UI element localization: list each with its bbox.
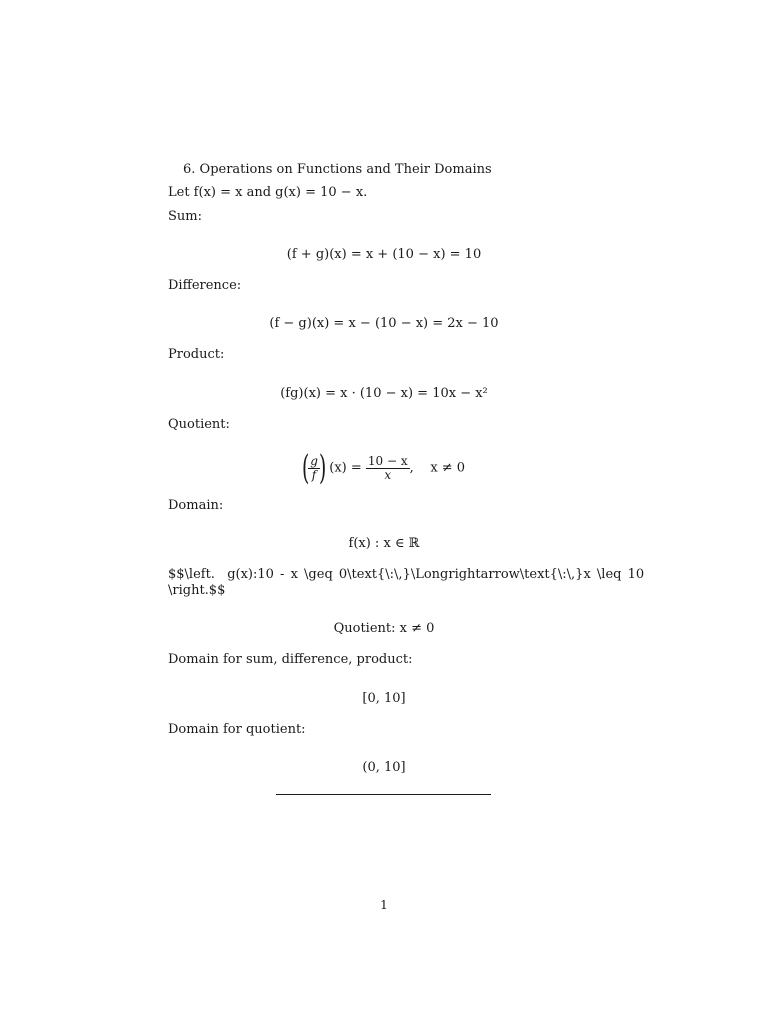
domain-f: f(x) : x ∈ ℝ bbox=[348, 536, 420, 551]
section-title: 6. Operations on Functions and Their Domains bbox=[183, 162, 492, 177]
domain-sdp-value: [0, 10] bbox=[362, 691, 406, 706]
left-paren: ( bbox=[301, 448, 310, 488]
fraction-numerator: g bbox=[310, 453, 318, 468]
rhs-numerator: 10 − x bbox=[367, 453, 408, 468]
page-number: 1 bbox=[380, 898, 388, 912]
quotient-equation bbox=[0, 448, 768, 488]
domain-label: Domain: bbox=[168, 498, 224, 513]
quotient-label: Quotient: bbox=[168, 417, 230, 432]
raw-latex-line-2: \right.$$ bbox=[168, 583, 226, 598]
fraction-denominator: f bbox=[311, 467, 317, 482]
rhs-fraction bbox=[366, 455, 410, 482]
product-equation: (fg)(x) = x · (10 − x) = 10x − x² bbox=[280, 386, 488, 401]
sum-label: Sum: bbox=[168, 209, 202, 224]
quotient-domain: Quotient: x ≠ 0 bbox=[333, 621, 435, 636]
rhs-denominator: x bbox=[384, 467, 392, 482]
domain-quotient-value: (0, 10] bbox=[362, 760, 406, 775]
intro-text: Let f(x) = x and g(x) = 10 − x. bbox=[168, 185, 368, 200]
sum-equation: (f + g)(x) = x + (10 − x) = 10 bbox=[286, 247, 482, 262]
right-paren: ) bbox=[318, 448, 327, 488]
horizontal-rule bbox=[276, 794, 491, 795]
difference-label: Difference: bbox=[168, 278, 242, 293]
quotient-arg: (x) = bbox=[329, 460, 362, 476]
domain-sdp-label: Domain for sum, difference, product: bbox=[168, 652, 413, 667]
product-label: Product: bbox=[168, 347, 225, 362]
raw-latex-line-1: $$\left. g(x):10 - x \geq 0\text{\:\,}\Longrightarrow\text{\:\,}x \leq 10 bbox=[168, 567, 645, 582]
quotient-condition: , x ≠ 0 bbox=[409, 460, 466, 476]
difference-equation: (f − g)(x) = x − (10 − x) = 2x − 10 bbox=[269, 316, 499, 331]
domain-quotient-label: Domain for quotient: bbox=[168, 722, 306, 737]
